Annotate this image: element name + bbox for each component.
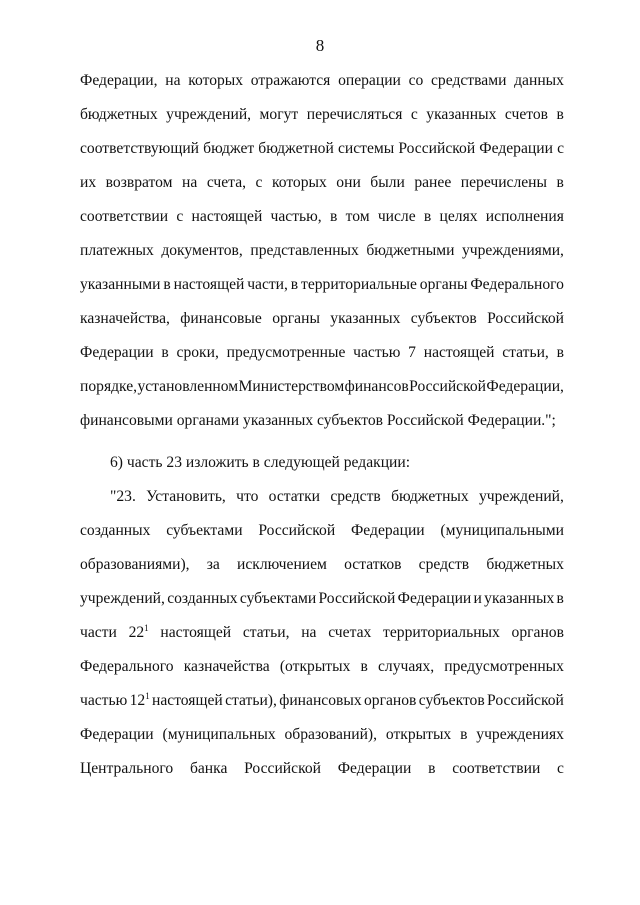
word: возвратом <box>105 174 173 191</box>
word: части, <box>247 276 288 293</box>
word: (открытых <box>279 658 351 675</box>
word: соответствующий <box>80 140 200 157</box>
word: в <box>329 208 338 225</box>
word: частью <box>353 344 401 361</box>
text-line <box>80 234 564 268</box>
word: в <box>556 590 564 607</box>
word: учреждений, <box>166 106 252 123</box>
word: представленных <box>250 242 359 259</box>
word: указанных <box>484 590 555 607</box>
word: Российской <box>487 692 564 709</box>
word: исключением <box>237 556 327 573</box>
word: со <box>408 72 424 89</box>
text-line <box>80 548 564 582</box>
text-line <box>80 582 564 616</box>
text-line <box>80 752 564 786</box>
word: учреждений, <box>80 590 165 607</box>
word: территориальных <box>383 624 500 641</box>
word: бюджетных <box>486 556 564 573</box>
word: Федерации <box>80 344 154 361</box>
word: были <box>370 174 405 191</box>
article-reference <box>129 616 149 650</box>
word: Российской <box>409 378 487 395</box>
word: указанных <box>426 106 497 123</box>
word: Установить, <box>146 488 226 505</box>
article-number: 12 <box>129 692 146 709</box>
word: финансовыми органами указанных субъектов Российской Федерации."; <box>80 412 556 429</box>
word: Федерального <box>80 658 174 675</box>
article-superscript: 1 <box>145 691 150 701</box>
word: Федерации <box>479 140 553 157</box>
word: с <box>557 760 564 777</box>
word: 7 <box>408 344 416 361</box>
word: в <box>360 658 368 675</box>
word: Российской <box>258 522 336 539</box>
word: созданных <box>80 522 151 539</box>
word: исполнения <box>485 208 564 225</box>
text-line <box>80 98 564 132</box>
word: учреждениями, <box>462 242 564 259</box>
text-line <box>80 370 564 404</box>
word: соответствии <box>80 208 169 225</box>
word: их <box>80 174 97 191</box>
text-line <box>80 166 564 200</box>
word: остатков <box>344 556 402 573</box>
word: указанными <box>80 276 161 293</box>
word: соответствии <box>452 760 541 777</box>
text-line <box>80 64 564 98</box>
word: финансов <box>344 378 409 395</box>
word: финансовые <box>180 310 262 327</box>
word: (муниципальными <box>440 522 564 539</box>
word: настоящей <box>173 276 245 293</box>
paragraph-part-23-text <box>80 480 564 786</box>
word: на <box>165 72 181 89</box>
word: сроки, <box>176 344 219 361</box>
word: в <box>423 208 432 225</box>
word: Центрального <box>80 760 174 777</box>
word: Федерации <box>397 590 472 607</box>
word: настоящей <box>423 344 495 361</box>
word: Федерации, <box>486 378 564 395</box>
word: учреждений, <box>479 488 564 505</box>
text-line <box>80 718 564 752</box>
word: Российской <box>398 140 476 157</box>
word: числе <box>377 208 416 225</box>
word: в <box>163 276 171 293</box>
word: они <box>336 174 361 191</box>
word: документов, <box>161 242 243 259</box>
word: органы <box>272 310 320 327</box>
word: средств <box>330 488 381 505</box>
word: Российской <box>318 590 396 607</box>
word: на <box>301 624 317 641</box>
word: частью <box>80 692 128 709</box>
text-line <box>80 650 564 684</box>
word: органов <box>511 624 564 641</box>
word: статьи), <box>225 692 277 709</box>
word: которых <box>271 174 327 191</box>
word: части <box>80 624 117 641</box>
word: в <box>460 726 468 743</box>
word: за <box>206 556 220 573</box>
word: Федерации, <box>80 72 158 89</box>
word: статьи, <box>242 624 290 641</box>
word: средств <box>418 556 470 573</box>
word: бюджетных <box>391 488 469 505</box>
word: в <box>428 760 436 777</box>
word: ранее <box>414 174 452 191</box>
word: Федерального <box>470 276 564 293</box>
word: порядке, <box>80 378 138 395</box>
article-reference <box>130 684 150 718</box>
word: бюджетных <box>80 106 158 123</box>
word: "23. <box>110 488 136 505</box>
word: учреждениях <box>476 726 564 743</box>
word: в <box>161 344 169 361</box>
word: которых <box>188 72 244 89</box>
word: счета, <box>206 174 247 191</box>
word: средствами <box>431 72 507 89</box>
text-line <box>80 336 564 370</box>
word: предусмотренных <box>444 658 564 675</box>
word: субъектами <box>166 522 243 539</box>
word: (муниципальных <box>162 726 276 743</box>
word: финансовых <box>279 692 362 709</box>
article-number: 22 <box>128 624 145 641</box>
text-line <box>80 200 564 234</box>
word: бюджетными <box>366 242 455 259</box>
paragraph-federal-budget-funds <box>80 64 564 438</box>
word: остатки <box>268 488 321 505</box>
word: образований), <box>284 726 378 743</box>
word: органы <box>419 276 468 293</box>
word: на <box>182 174 198 191</box>
text-line <box>80 268 564 302</box>
word: указанных <box>330 310 401 327</box>
word: предусмотренные <box>226 344 346 361</box>
word: бюджет <box>203 140 255 157</box>
word: казначейства <box>183 658 270 675</box>
text-line <box>80 132 564 166</box>
word: случаях, <box>378 658 435 675</box>
word: могут <box>259 106 299 123</box>
word: в <box>556 106 564 123</box>
word: настоящей <box>191 208 263 225</box>
word: счетах <box>328 624 372 641</box>
word: с <box>410 106 418 123</box>
word: с <box>176 208 184 225</box>
word: том <box>345 208 370 225</box>
word: с <box>255 174 263 191</box>
word: образованиями), <box>80 556 190 573</box>
word: органов <box>363 692 417 709</box>
word: данных <box>514 72 564 89</box>
word: казначейства, <box>80 310 170 327</box>
word: Федерации <box>337 760 412 777</box>
word: Российской <box>487 310 564 327</box>
word: в <box>556 344 564 361</box>
text-line <box>80 480 564 514</box>
word: субъектов <box>410 310 477 327</box>
text-line <box>80 404 564 438</box>
word: бюджетной <box>258 140 334 157</box>
word: Министерством <box>238 378 345 395</box>
word: Федерации <box>350 522 425 539</box>
word: настоящей <box>160 624 232 641</box>
word: целях <box>439 208 478 225</box>
word: субъектов <box>418 692 485 709</box>
text-line <box>80 302 564 336</box>
word: открытых <box>385 726 452 743</box>
word: установленном <box>137 378 239 395</box>
word: отражаются <box>250 72 331 89</box>
word: Российской <box>244 760 321 777</box>
word: системы <box>337 140 395 157</box>
word: статьи, <box>502 344 549 361</box>
text-line <box>80 616 564 650</box>
text-line <box>80 514 564 548</box>
word: настоящей <box>152 692 223 709</box>
word: платежных <box>80 242 154 259</box>
word: что <box>236 488 259 505</box>
word: частью, <box>270 208 322 225</box>
word: счетов <box>504 106 549 123</box>
word: Федерации <box>80 726 154 743</box>
word: созданных <box>167 590 238 607</box>
word: и <box>473 590 482 607</box>
word: территориальные <box>301 276 417 293</box>
article-superscript: 1 <box>144 623 149 633</box>
page-number: 8 <box>315 36 325 55</box>
word: в <box>290 276 299 293</box>
word: банка <box>189 760 228 777</box>
word: перечислены <box>460 174 547 191</box>
amendment-intro-text: 6) часть 23 изложить в следующей редакции: <box>110 454 411 471</box>
text-line <box>80 684 564 718</box>
word: в <box>556 174 564 191</box>
word: субъектами <box>239 590 317 607</box>
word: с <box>557 140 564 157</box>
word: перечисляться <box>306 106 403 123</box>
text-line <box>80 446 564 480</box>
paragraph-amendment-intro <box>80 446 564 480</box>
word: операции <box>338 72 401 89</box>
